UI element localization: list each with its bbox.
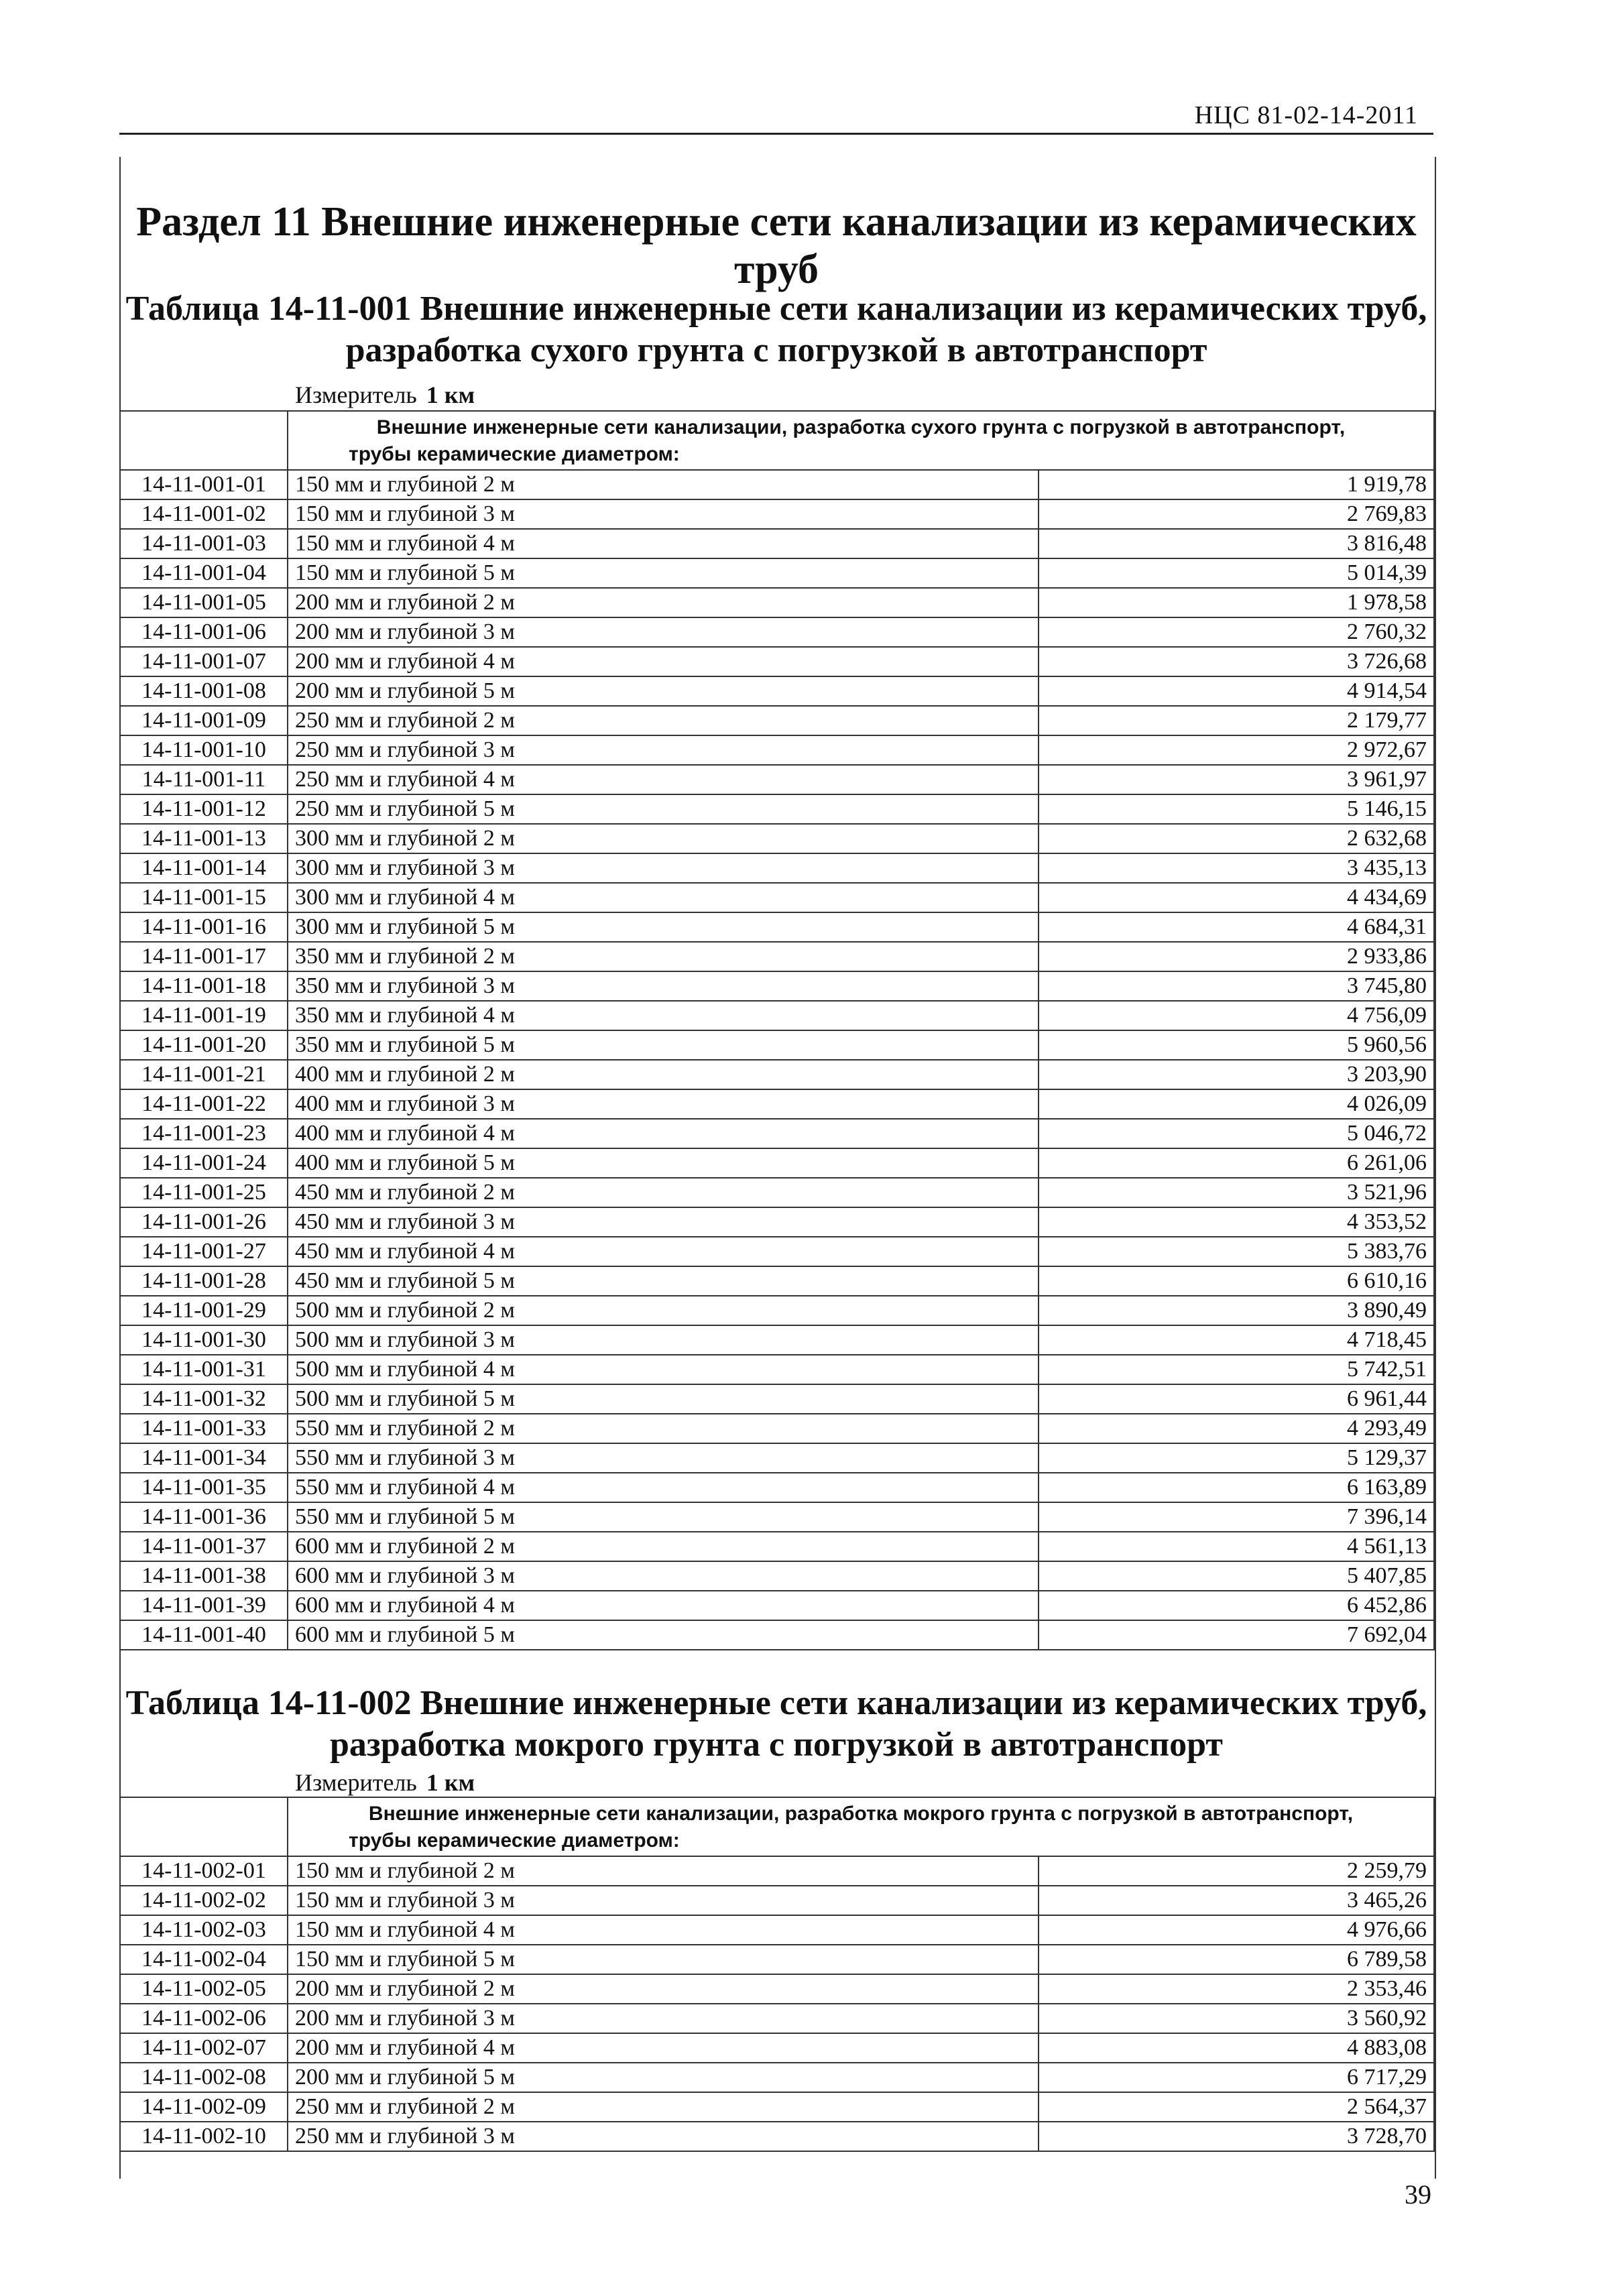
row-code: 14-11-001-09 [120,706,288,735]
row-description: 450 мм и глубиной 2 м [288,1178,1039,1207]
row-code: 14-11-001-22 [120,1089,288,1119]
unit-line [295,1768,475,1797]
row-value: 5 146,15 [1039,794,1434,824]
table-header-row [120,1797,1434,1856]
row-code: 14-11-002-05 [120,1974,288,2004]
row-value: 6 789,58 [1039,1945,1434,1974]
row-value: 2 564,37 [1039,2092,1434,2122]
row-description: 300 мм и глубиной 5 м [288,912,1039,942]
row-description: 400 мм и глубиной 5 м [288,1148,1039,1178]
row-value: 3 560,92 [1039,2004,1434,2033]
row-code: 14-11-001-34 [120,1443,288,1473]
row-description: 400 мм и глубиной 3 м [288,1089,1039,1119]
row-description: 450 мм и глубиной 4 м [288,1237,1039,1266]
row-description: 600 мм и глубиной 3 м [288,1561,1039,1591]
row-value: 6 610,16 [1039,1266,1434,1296]
table-row [120,1089,1434,1119]
header-line2: трубы керамические диаметром: [349,1829,680,1852]
row-description: 350 мм и глубиной 4 м [288,1001,1039,1030]
row-description: 250 мм и глубиной 5 м [288,794,1039,824]
table-row [120,1148,1434,1178]
row-description: 550 мм и глубиной 4 м [288,1473,1039,1502]
row-value: 3 816,48 [1039,529,1434,558]
row-value: 5 383,76 [1039,1237,1434,1266]
table-row [120,1945,1434,1974]
section-title: Раздел 11 Внешние инженерные сети канализации из керамических труб [136,199,1417,292]
row-code: 14-11-001-07 [120,647,288,676]
table-header-row [120,411,1434,470]
row-value: 2 632,68 [1039,824,1434,853]
table-title [119,1683,1433,1766]
row-code: 14-11-001-10 [120,735,288,765]
row-value: 3 465,26 [1039,1886,1434,1915]
row-value: 4 718,45 [1039,1325,1434,1355]
row-code: 14-11-001-06 [120,617,288,647]
table-row [120,1355,1434,1384]
row-description: 200 мм и глубиной 4 м [288,2033,1039,2063]
table-row [120,883,1434,912]
row-description: 200 мм и глубиной 2 м [288,588,1039,617]
row-value: 4 561,13 [1039,1532,1434,1561]
row-description: 150 мм и глубиной 3 м [288,1886,1039,1915]
table-row [120,1325,1434,1355]
row-value: 2 769,83 [1039,499,1434,529]
table-title-line2: разработка сухого грунта с погрузкой в автотранспорт [345,331,1207,369]
row-description: 500 мм и глубиной 4 м [288,1355,1039,1384]
row-value: 2 353,46 [1039,1974,1434,2004]
row-value: 3 961,97 [1039,765,1434,794]
document-code: НЦС 81-02-14-2011 [1194,101,1418,129]
table-row [120,1591,1434,1620]
row-code: 14-11-001-14 [120,853,288,883]
row-description: 350 мм и глубиной 3 м [288,971,1039,1001]
row-description: 150 мм и глубиной 3 м [288,499,1039,529]
row-value: 4 353,52 [1039,1207,1434,1237]
row-description: 500 мм и глубиной 5 м [288,1384,1039,1414]
row-description: 200 мм и глубиной 5 м [288,676,1039,706]
row-description: 550 мм и глубиной 5 м [288,1502,1039,1532]
row-description: 150 мм и глубиной 4 м [288,529,1039,558]
row-value: 2 760,32 [1039,617,1434,647]
row-value: 5 407,85 [1039,1561,1434,1591]
header-blank [120,411,288,470]
row-description: 400 мм и глубиной 2 м [288,1060,1039,1089]
page-number: 39 [1405,2179,1431,2210]
header-line2: трубы керамические диаметром: [349,443,680,465]
row-code: 14-11-001-37 [120,1532,288,1561]
row-description: 200 мм и глубиной 5 м [288,2063,1039,2092]
header-blank [120,1797,288,1856]
row-code: 14-11-001-24 [120,1148,288,1178]
row-code: 14-11-001-23 [120,1119,288,1148]
row-description: 200 мм и глубиной 3 м [288,617,1039,647]
table-title-line1: Таблица 14-11-002 Внешние инженерные сети канализации из керамических труб, [125,1684,1427,1722]
row-description: 150 мм и глубиной 2 м [288,470,1039,499]
row-description: 600 мм и глубиной 4 м [288,1591,1039,1620]
row-code: 14-11-001-39 [120,1591,288,1620]
row-value: 4 883,08 [1039,2033,1434,2063]
table-row [120,1001,1434,1030]
table-row [120,1856,1434,1886]
row-code: 14-11-002-04 [120,1945,288,1974]
row-description: 450 мм и глубиной 3 м [288,1207,1039,1237]
table-title-line2: разработка мокрого грунта с погрузкой в автотранспорт [330,1726,1223,1764]
row-code: 14-11-001-21 [120,1060,288,1089]
table-row [120,2092,1434,2122]
row-value: 3 890,49 [1039,1296,1434,1325]
row-description: 150 мм и глубиной 5 м [288,1945,1039,1974]
row-value: 3 203,90 [1039,1060,1434,1089]
row-value: 2 179,77 [1039,706,1434,735]
table-title-line1: Таблица 14-11-001 Внешние инженерные сети канализации из керамических труб, [125,290,1427,328]
unit-label: Измеритель [295,381,417,408]
row-code: 14-11-002-07 [120,2033,288,2063]
table-row [120,1561,1434,1591]
header-cell [288,1797,1434,1856]
row-code: 14-11-001-20 [120,1030,288,1060]
table-row [120,794,1434,824]
row-value: 4 026,09 [1039,1089,1434,1119]
table-row [120,1237,1434,1266]
row-value: 1 978,58 [1039,588,1434,617]
row-code: 14-11-002-08 [120,2063,288,2092]
row-value: 5 046,72 [1039,1119,1434,1148]
row-value: 5 960,56 [1039,1030,1434,1060]
table-row [120,2004,1434,2033]
row-value: 1 919,78 [1039,470,1434,499]
table-row [120,617,1434,647]
row-value: 4 434,69 [1039,883,1434,912]
row-value: 4 684,31 [1039,912,1434,942]
row-description: 600 мм и глубиной 5 м [288,1620,1039,1650]
row-description: 300 мм и глубиной 3 м [288,853,1039,883]
row-value: 4 976,66 [1039,1915,1434,1945]
row-code: 14-11-001-18 [120,971,288,1001]
row-value: 3 521,96 [1039,1178,1434,1207]
row-code: 14-11-002-10 [120,2122,288,2151]
rates-table [119,1797,1435,2152]
table-row [120,1886,1434,1915]
row-description: 200 мм и глубиной 4 м [288,647,1039,676]
header-rule [119,133,1433,135]
header-cell [288,411,1434,470]
table-row [120,647,1434,676]
row-description: 250 мм и глубиной 2 м [288,2092,1039,2122]
table-row [120,2122,1434,2151]
row-code: 14-11-001-16 [120,912,288,942]
table-row [120,2063,1434,2092]
row-code: 14-11-002-06 [120,2004,288,2033]
table-row [120,1473,1434,1502]
row-description: 350 мм и глубиной 2 м [288,942,1039,971]
row-code: 14-11-001-11 [120,765,288,794]
row-description: 250 мм и глубиной 3 м [288,735,1039,765]
row-code: 14-11-001-17 [120,942,288,971]
header-line1: Внешние инженерные сети канализации, разработка сухого грунта с погрузкой в автотранспорт, [376,416,1346,438]
table-row [120,1532,1434,1561]
row-value: 2 972,67 [1039,735,1434,765]
table-row [120,2033,1434,2063]
row-value: 3 745,80 [1039,971,1434,1001]
table-row [120,765,1434,794]
row-code: 14-11-001-02 [120,499,288,529]
row-code: 14-11-001-15 [120,883,288,912]
row-description: 600 мм и глубиной 2 м [288,1532,1039,1561]
row-code: 14-11-002-03 [120,1915,288,1945]
row-value: 5 129,37 [1039,1443,1434,1473]
row-code: 14-11-001-03 [120,529,288,558]
row-code: 14-11-001-27 [120,1237,288,1266]
row-code: 14-11-001-08 [120,676,288,706]
row-code: 14-11-001-36 [120,1502,288,1532]
row-code: 14-11-001-04 [120,558,288,588]
row-description: 300 мм и глубиной 4 м [288,883,1039,912]
table-row [120,1915,1434,1945]
table-row [120,1030,1434,1060]
row-description: 300 мм и глубиной 2 м [288,824,1039,853]
row-code: 14-11-001-01 [120,470,288,499]
table-row [120,558,1434,588]
row-code: 14-11-002-02 [120,1886,288,1915]
table-row [120,1502,1434,1532]
row-value: 6 717,29 [1039,2063,1434,2092]
row-description: 250 мм и глубиной 2 м [288,706,1039,735]
table-row [120,588,1434,617]
table-row [120,1119,1434,1148]
row-value: 7 692,04 [1039,1620,1434,1650]
row-value: 5 014,39 [1039,558,1434,588]
row-description: 200 мм и глубиной 3 м [288,2004,1039,2033]
row-value: 7 396,14 [1039,1502,1434,1532]
row-code: 14-11-002-01 [120,1856,288,1886]
row-description: 550 мм и глубиной 3 м [288,1443,1039,1473]
row-code: 14-11-001-19 [120,1001,288,1030]
table-row [120,1296,1434,1325]
row-description: 250 мм и глубиной 3 м [288,2122,1039,2151]
row-code: 14-11-001-40 [120,1620,288,1650]
row-code: 14-11-001-25 [120,1178,288,1207]
unit-line [295,381,475,409]
row-description: 500 мм и глубиной 3 м [288,1325,1039,1355]
row-description: 500 мм и глубиной 2 м [288,1296,1039,1325]
table-title [119,288,1433,371]
row-code: 14-11-001-13 [120,824,288,853]
row-value: 3 728,70 [1039,2122,1434,2151]
row-description: 550 мм и глубиной 2 м [288,1414,1039,1443]
table-row [120,735,1434,765]
row-description: 450 мм и глубиной 5 м [288,1266,1039,1296]
table-row [120,1443,1434,1473]
row-value: 4 914,54 [1039,676,1434,706]
row-code: 14-11-001-31 [120,1355,288,1384]
row-code: 14-11-001-35 [120,1473,288,1502]
row-code: 14-11-001-32 [120,1384,288,1414]
table-row [120,470,1434,499]
row-code: 14-11-001-28 [120,1266,288,1296]
table-row [120,942,1434,971]
table-row [120,1207,1434,1237]
row-code: 14-11-001-05 [120,588,288,617]
row-value: 4 756,09 [1039,1001,1434,1030]
header-line1: Внешние инженерные сети канализации, разработка мокрого грунта с погрузкой в автотранспорт, [368,1803,1354,1825]
table-row [120,1974,1434,2004]
table-row [120,1620,1434,1650]
table-row [120,1384,1434,1414]
table-row [120,499,1434,529]
row-code: 14-11-001-26 [120,1207,288,1237]
table-row [120,1178,1434,1207]
row-value: 4 293,49 [1039,1414,1434,1443]
row-code: 14-11-001-30 [120,1325,288,1355]
row-code: 14-11-001-38 [120,1561,288,1591]
row-value: 6 163,89 [1039,1473,1434,1502]
row-code: 14-11-001-33 [120,1414,288,1443]
row-description: 400 мм и глубиной 4 м [288,1119,1039,1148]
table-row [120,1266,1434,1296]
table-row [120,824,1434,853]
row-value: 5 742,51 [1039,1355,1434,1384]
row-value: 6 961,44 [1039,1384,1434,1414]
row-description: 150 мм и глубиной 5 м [288,558,1039,588]
unit-label: Измеритель [295,1769,417,1796]
row-description: 150 мм и глубиной 4 м [288,1915,1039,1945]
row-code: 14-11-002-09 [120,2092,288,2122]
unit-value: 1 км [426,381,475,408]
table-row [120,676,1434,706]
row-value: 6 261,06 [1039,1148,1434,1178]
row-value: 2 933,86 [1039,942,1434,971]
table-row [120,971,1434,1001]
unit-value: 1 км [426,1769,475,1796]
row-value: 6 452,86 [1039,1591,1434,1620]
row-code: 14-11-001-12 [120,794,288,824]
row-description: 250 мм и глубиной 4 м [288,765,1039,794]
table-row [120,529,1434,558]
table-row [120,853,1434,883]
row-description: 350 мм и глубиной 5 м [288,1030,1039,1060]
row-code: 14-11-001-29 [120,1296,288,1325]
row-value: 3 435,13 [1039,853,1434,883]
row-description: 150 мм и глубиной 2 м [288,1856,1039,1886]
row-value: 2 259,79 [1039,1856,1434,1886]
table-row [120,912,1434,942]
table-row [120,1060,1434,1089]
row-description: 200 мм и глубиной 2 м [288,1974,1039,2004]
rates-table [119,410,1435,1650]
row-value: 3 726,68 [1039,647,1434,676]
table-row [120,1414,1434,1443]
table-row [120,706,1434,735]
